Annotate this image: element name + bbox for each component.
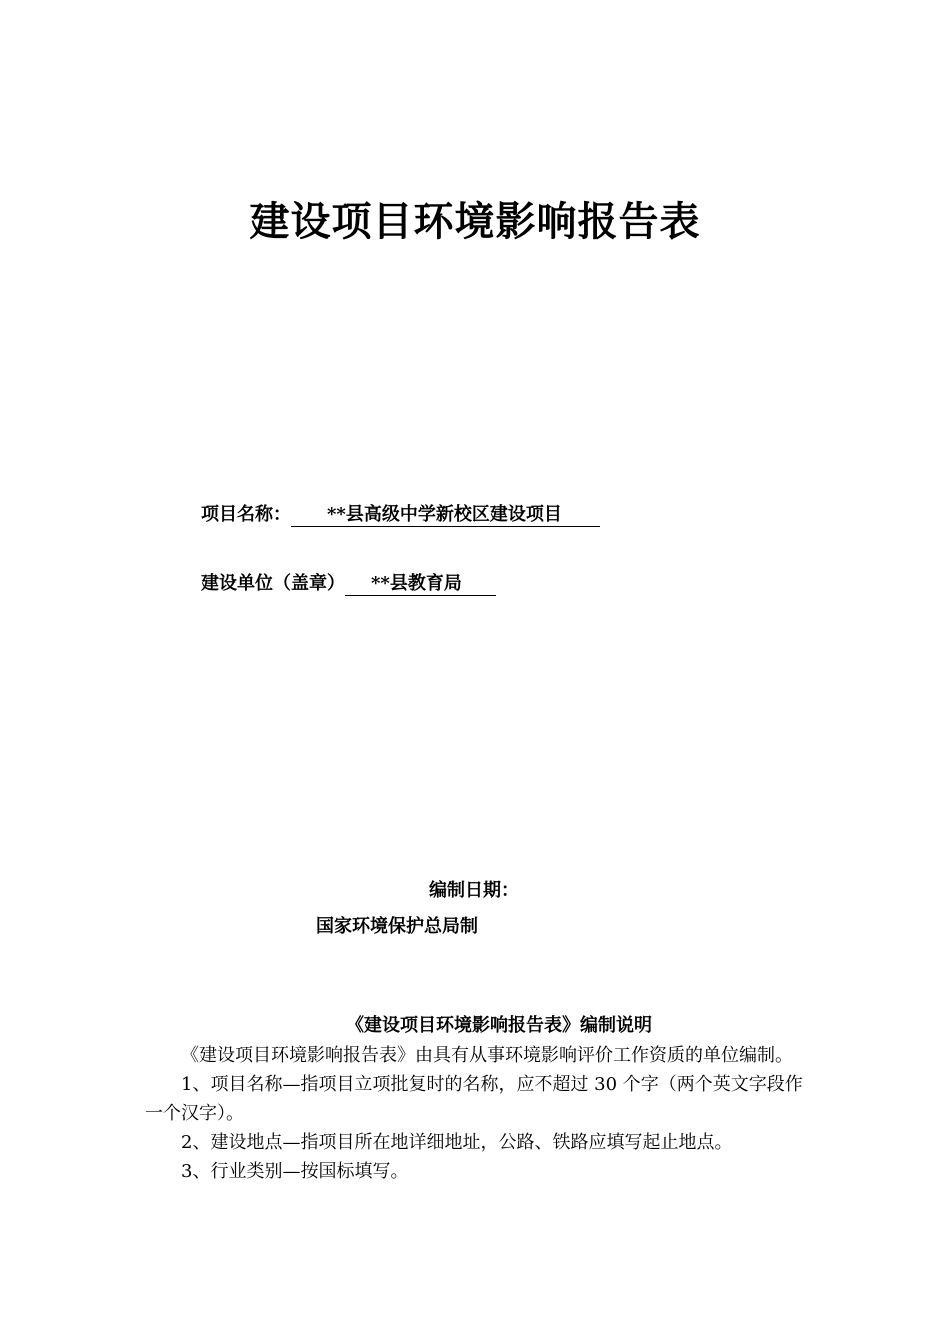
issuer-text: 国家环境保护总局制: [316, 916, 478, 937]
notes-paragraph: 2、建设地点—指项目所在地详细地址，公路、铁路应填写起止地点。: [181, 1132, 733, 1153]
project-name-label: 项目名称：: [201, 504, 291, 525]
document-title: 建设项目环境影响报告表: [249, 198, 701, 245]
notes-paragraph: 3、行业类别—按国标填写。: [181, 1161, 409, 1182]
construction-unit-field: [201, 572, 496, 596]
notes-paragraph: 1、项目名称—指项目立项批复时的名称，应不超过 30 个字（两个英文字段作一个汉字）。: [145, 1074, 803, 1124]
construction-unit-value: **县教育局: [345, 573, 496, 596]
construction-unit-label: 建设单位（盖章）: [201, 573, 345, 594]
notes-title: 《建设项目环境影响报告表》编制说明: [346, 1015, 652, 1036]
notes-paragraph: 《建设项目环境影响报告表》由具有从事环境影响评价工作资质的单位编制。: [181, 1045, 793, 1066]
project-name-field: [201, 503, 600, 527]
compile-date-label: 编制日期：: [429, 880, 519, 901]
notes-body: [145, 1041, 810, 1186]
project-name-value: **县高级中学新校区建设项目: [291, 504, 600, 527]
